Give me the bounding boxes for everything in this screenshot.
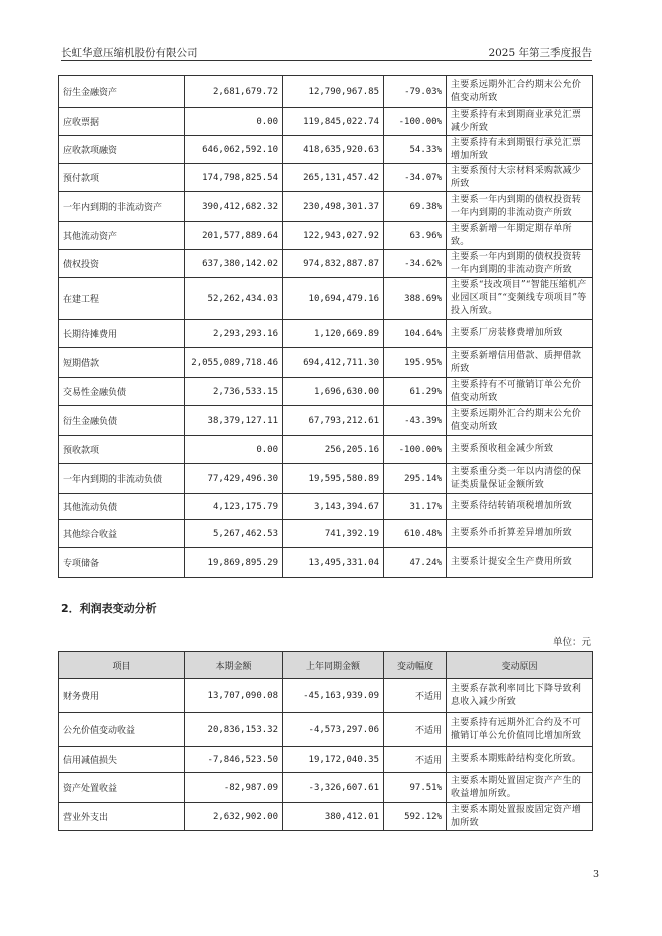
row-reason: 主要系重分类一年以内清偿的保证类质量保证金额所致	[447, 464, 593, 494]
row-current: 0.00	[185, 436, 283, 464]
row-current: 4,123,175.79	[185, 494, 283, 520]
row-change: 61.29%	[384, 378, 447, 406]
row-reason: 主要系外币折算差异增加所致	[447, 520, 593, 548]
row-change: 31.17%	[384, 494, 447, 520]
row-prior: 13,495,331.04	[283, 548, 384, 578]
row-prior: 1,696,630.00	[283, 378, 384, 406]
row-change: 不适用	[384, 679, 447, 713]
row-prior: 10,694,479.16	[283, 278, 384, 320]
row-current: 13,707,090.08	[185, 679, 283, 713]
table-row	[59, 136, 593, 164]
row-item: 一年内到期的非流动资产	[59, 192, 185, 222]
row-reason: 主要系计提安全生产费用所致	[447, 548, 593, 578]
row-item: 其他流动负债	[59, 494, 185, 520]
row-item: 在建工程	[59, 278, 185, 320]
table-header-row	[59, 652, 593, 679]
table-row	[59, 192, 593, 222]
row-item: 财务费用	[59, 679, 185, 713]
row-item: 专项储备	[59, 548, 185, 578]
table-row	[59, 164, 593, 192]
row-prior: 12,790,967.85	[283, 76, 384, 108]
row-prior: 122,943,027.92	[283, 222, 384, 250]
row-current: 38,379,127.11	[185, 406, 283, 436]
row-item: 应收票据	[59, 108, 185, 136]
row-change: -100.00%	[384, 108, 447, 136]
row-current: 637,380,142.02	[185, 250, 283, 278]
row-reason: 主要系持有远期外汇合约及不可撤销订单公允价值同比增加所致	[447, 713, 593, 747]
row-reason: 主要系“技改项目”“智能压缩机产业园区项目”“变频线专项项目”等投入所致。	[447, 278, 593, 320]
header-divider	[61, 60, 592, 61]
row-change: -34.07%	[384, 164, 447, 192]
row-prior: 974,832,887.87	[283, 250, 384, 278]
row-current: 2,632,902.00	[185, 803, 283, 831]
table-row	[59, 803, 593, 831]
row-reason: 主要系本期处置报废固定资产增加所致	[447, 803, 593, 831]
row-reason: 主要系一年内到期的债权投资转一年内到期的非流动资产所致	[447, 250, 593, 278]
row-change: 63.96%	[384, 222, 447, 250]
row-change: -100.00%	[384, 436, 447, 464]
row-reason: 主要系远期外汇合约期末公允价值变动所致	[447, 406, 593, 436]
row-prior: 418,635,920.63	[283, 136, 384, 164]
table-row	[59, 747, 593, 773]
row-prior: 119,845,022.74	[283, 108, 384, 136]
row-change: 54.33%	[384, 136, 447, 164]
header-current: 本期金额	[185, 652, 283, 679]
row-current: 52,262,434.03	[185, 278, 283, 320]
header-prior: 上年同期金额	[283, 652, 384, 679]
row-prior: 265,131,457.42	[283, 164, 384, 192]
row-current: 77,429,496.30	[185, 464, 283, 494]
row-change: 69.38%	[384, 192, 447, 222]
table-row	[59, 436, 593, 464]
row-item: 衍生金融负债	[59, 406, 185, 436]
row-change: 97.51%	[384, 773, 447, 803]
row-reason: 主要系新增信用借款、质押借款所致	[447, 348, 593, 378]
row-item: 营业外支出	[59, 803, 185, 831]
row-prior: -45,163,939.09	[283, 679, 384, 713]
row-item: 预付款项	[59, 164, 185, 192]
row-item: 长期待摊费用	[59, 320, 185, 348]
row-current: 646,062,592.10	[185, 136, 283, 164]
table-row	[59, 348, 593, 378]
row-reason: 主要系本期账龄结构变化所致。	[447, 747, 593, 773]
row-item: 其他综合收益	[59, 520, 185, 548]
balance-sheet-change-table	[58, 75, 593, 578]
row-change: 不适用	[384, 713, 447, 747]
row-prior: 67,793,212.61	[283, 406, 384, 436]
row-current: 390,412,682.32	[185, 192, 283, 222]
row-change: 610.48%	[384, 520, 447, 548]
table-row	[59, 548, 593, 578]
unit-label: 单位：元	[552, 637, 591, 648]
row-prior: 3,143,394.67	[283, 494, 384, 520]
table-row	[59, 320, 593, 348]
income-statement-change-table	[58, 651, 593, 831]
row-reason: 主要系待结转销项税增加所致	[447, 494, 593, 520]
row-prior: 230,498,301.37	[283, 192, 384, 222]
row-current: 2,055,089,718.46	[185, 348, 283, 378]
report-title: 2025 年第三季度报告	[488, 47, 592, 59]
table-row	[59, 108, 593, 136]
row-current: 20,836,153.32	[185, 713, 283, 747]
row-prior: 380,412.01	[283, 803, 384, 831]
row-prior: 19,172,040.35	[283, 747, 384, 773]
row-change: 47.24%	[384, 548, 447, 578]
row-change: -43.39%	[384, 406, 447, 436]
table-row	[59, 679, 593, 713]
row-reason: 主要系持有未到期银行承兑汇票增加所致	[447, 136, 593, 164]
row-current: 0.00	[185, 108, 283, 136]
row-item: 其他流动资产	[59, 222, 185, 250]
row-item: 短期借款	[59, 348, 185, 378]
row-item: 一年内到期的非流动负债	[59, 464, 185, 494]
row-reason: 主要系持有未到期商业承兑汇票减少所致	[447, 108, 593, 136]
row-change: 195.95%	[384, 348, 447, 378]
company-name: 长虹华意压缩机股份有限公司	[61, 47, 198, 59]
row-current: -7,846,523.50	[185, 747, 283, 773]
row-change: 295.14%	[384, 464, 447, 494]
row-prior: -4,573,297.06	[283, 713, 384, 747]
table-row	[59, 406, 593, 436]
table-row	[59, 250, 593, 278]
table-row	[59, 773, 593, 803]
table-row	[59, 222, 593, 250]
row-current: 2,681,679.72	[185, 76, 283, 108]
table-row	[59, 713, 593, 747]
row-reason: 主要系预收租金减少所致	[447, 436, 593, 464]
row-item: 信用减值损失	[59, 747, 185, 773]
table-row	[59, 76, 593, 108]
table-row	[59, 378, 593, 406]
row-reason: 主要系一年内到期的债权投资转一年内到期的非流动资产所致	[447, 192, 593, 222]
row-reason: 主要系持有不可撤销订单公允价值变动所致	[447, 378, 593, 406]
row-current: 174,798,825.54	[185, 164, 283, 192]
row-item: 公允价值变动收益	[59, 713, 185, 747]
table-row	[59, 494, 593, 520]
row-current: -82,987.09	[185, 773, 283, 803]
row-current: 2,293,293.16	[185, 320, 283, 348]
row-prior: 694,412,711.30	[283, 348, 384, 378]
row-change: 592.12%	[384, 803, 447, 831]
row-change: 104.64%	[384, 320, 447, 348]
row-prior: 256,205.16	[283, 436, 384, 464]
table-row	[59, 464, 593, 494]
row-current: 2,736,533.15	[185, 378, 283, 406]
row-prior: -3,326,607.61	[283, 773, 384, 803]
row-change: 不适用	[384, 747, 447, 773]
header-change: 变动幅度	[384, 652, 447, 679]
row-item: 衍生金融资产	[59, 76, 185, 108]
section-title: 2．利润表变动分析	[61, 602, 157, 615]
row-prior: 1,120,669.89	[283, 320, 384, 348]
table-row	[59, 278, 593, 320]
row-item: 交易性金融负债	[59, 378, 185, 406]
row-change: 388.69%	[384, 278, 447, 320]
row-reason: 主要系存款利率同比下降导致利息收入减少所致	[447, 679, 593, 713]
row-current: 5,267,462.53	[185, 520, 283, 548]
row-item: 应收款项融资	[59, 136, 185, 164]
row-item: 资产处置收益	[59, 773, 185, 803]
header-reason: 变动原因	[447, 652, 593, 679]
page-header	[61, 45, 592, 60]
row-prior: 741,392.19	[283, 520, 384, 548]
row-item: 债权投资	[59, 250, 185, 278]
row-reason: 主要系本期处置固定资产产生的收益增加所致。	[447, 773, 593, 803]
row-prior: 19,595,580.89	[283, 464, 384, 494]
row-current: 201,577,889.64	[185, 222, 283, 250]
row-change: -34.62%	[384, 250, 447, 278]
row-reason: 主要系新增一年期定期存单所致。	[447, 222, 593, 250]
row-reason: 主要系厂房装修费增加所致	[447, 320, 593, 348]
header-item: 项目	[59, 652, 185, 679]
page-number: 3	[593, 869, 600, 880]
table-row	[59, 520, 593, 548]
row-reason: 主要系预付大宗材料采购款减少所致	[447, 164, 593, 192]
row-change: -79.03%	[384, 76, 447, 108]
row-reason: 主要系远期外汇合约期末公允价值变动所致	[447, 76, 593, 108]
row-current: 19,869,895.29	[185, 548, 283, 578]
row-item: 预收款项	[59, 436, 185, 464]
